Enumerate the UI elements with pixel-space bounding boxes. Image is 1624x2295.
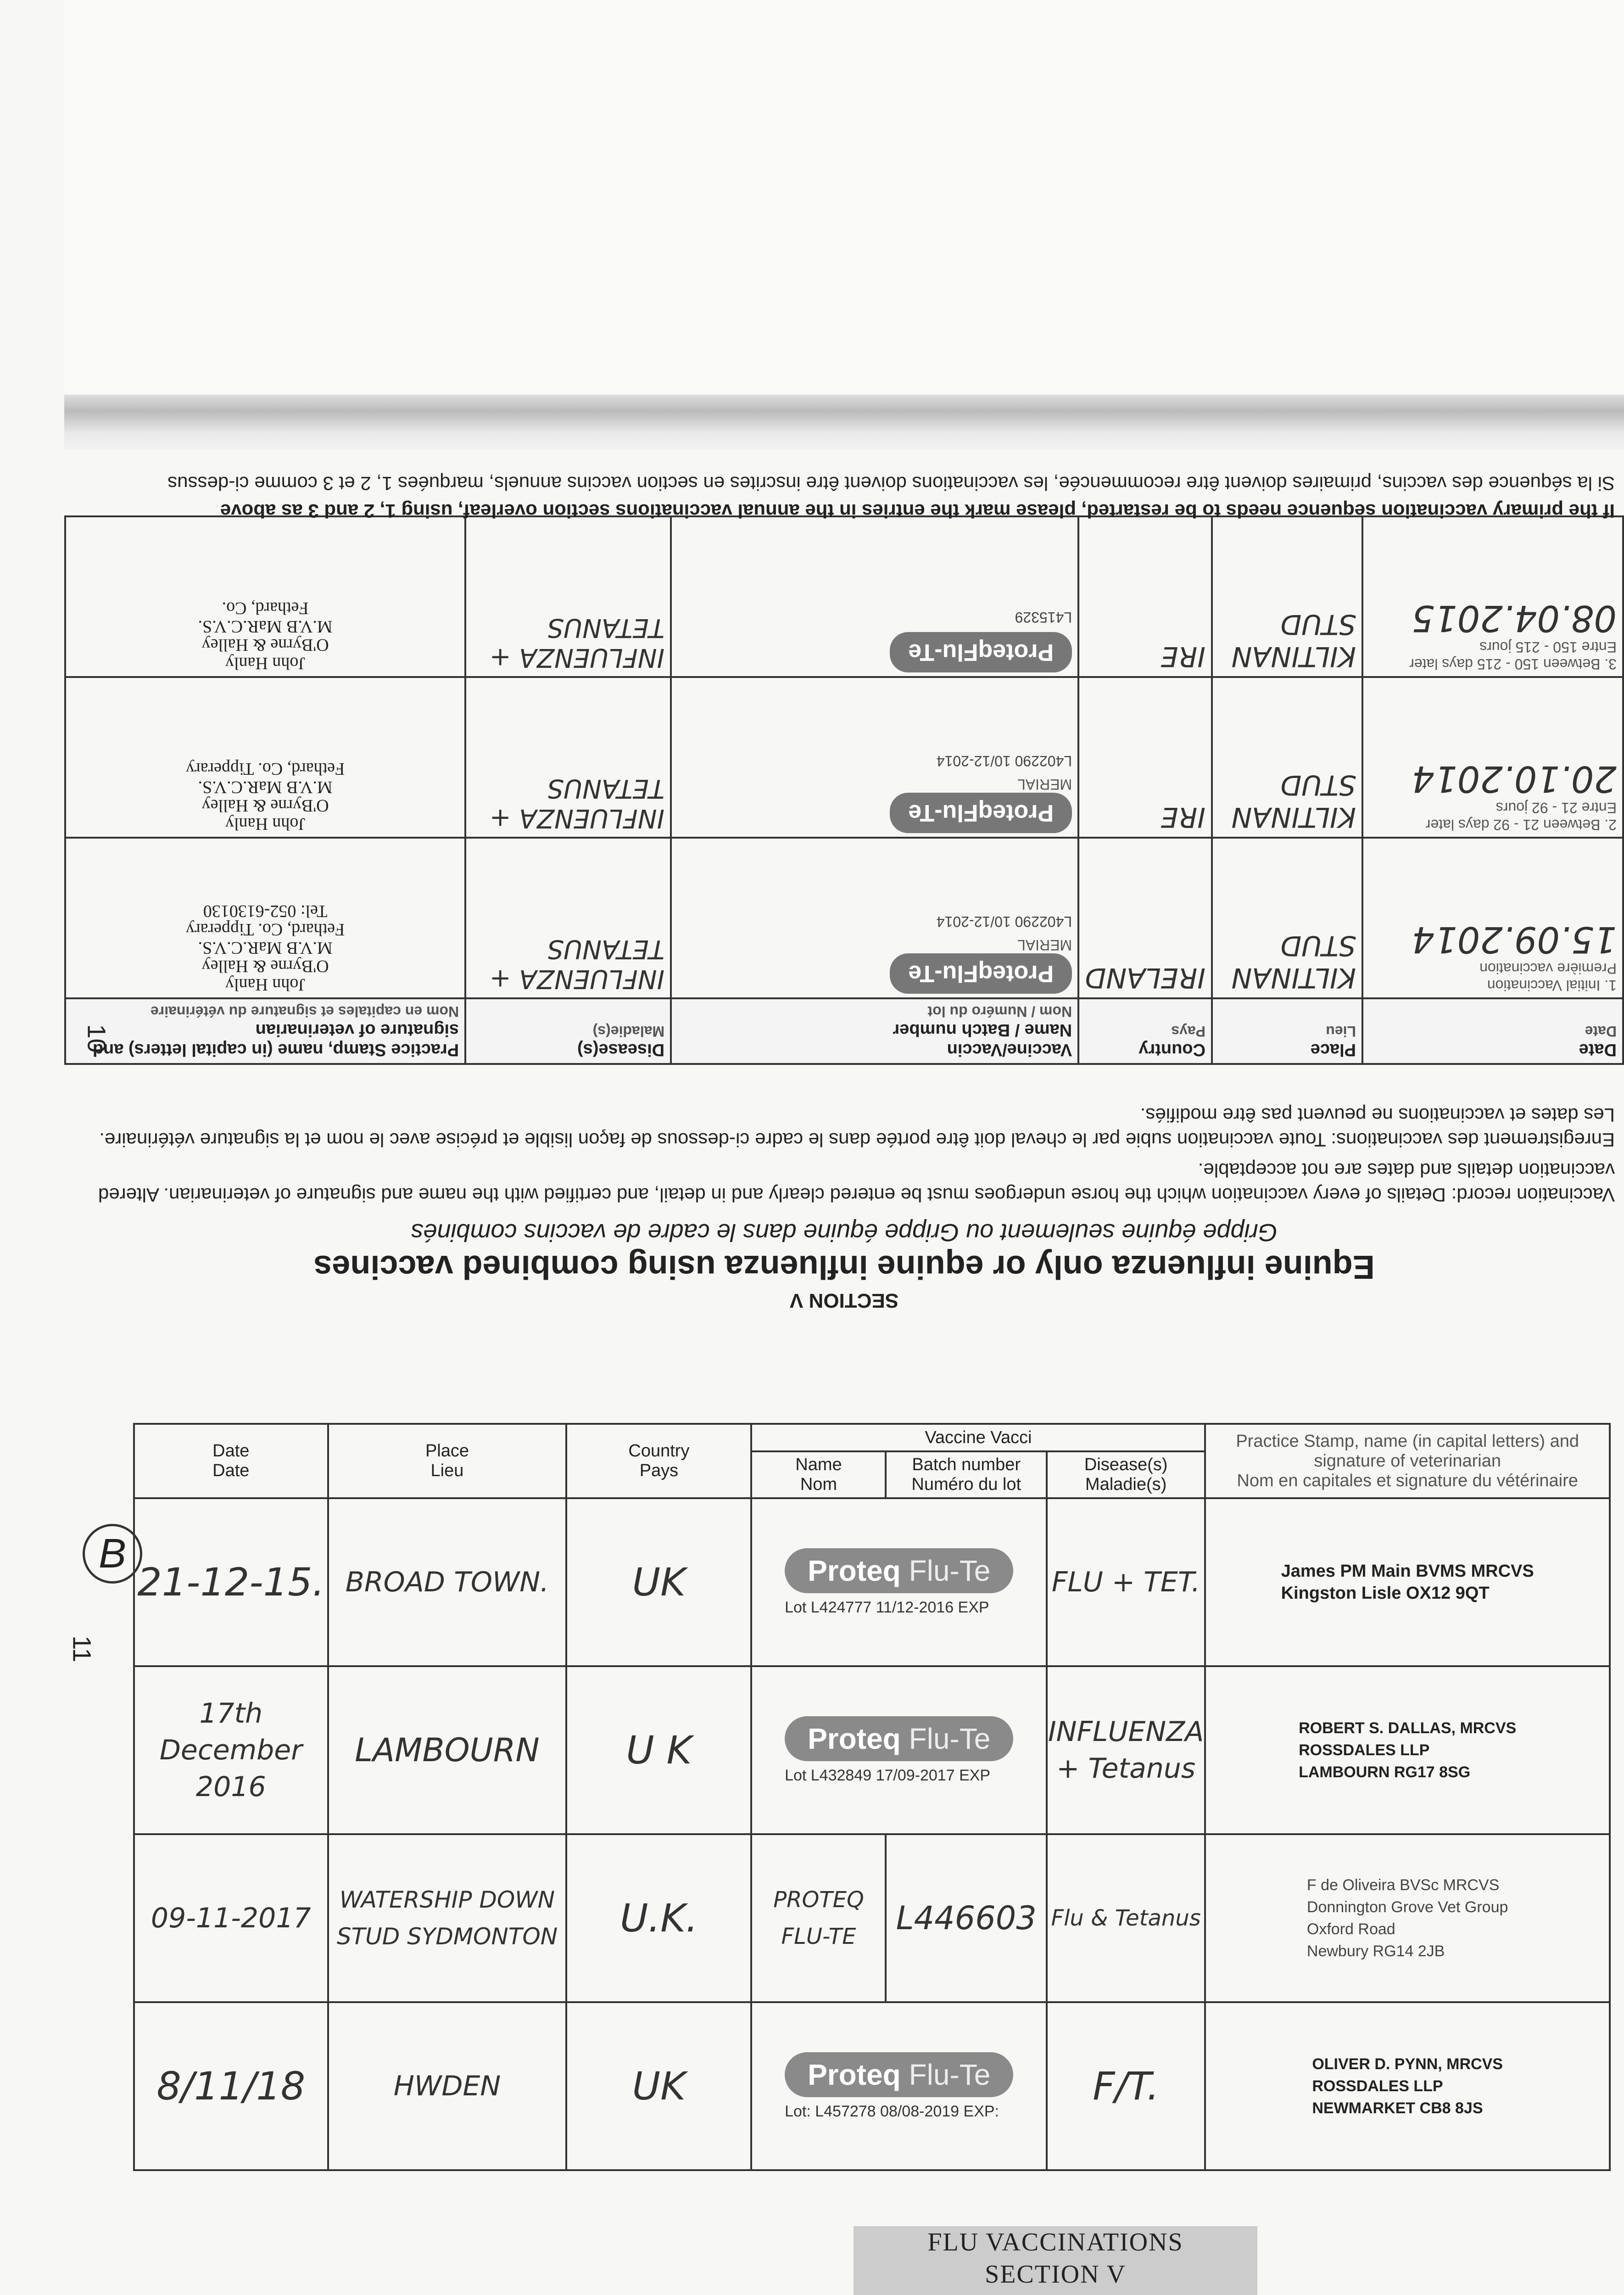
col-place: Place Lieu <box>1212 998 1362 1064</box>
date-cell: 21-12-15. <box>134 1498 328 1666</box>
name-cell: PROTEQ FLU-TE <box>751 1834 886 2002</box>
country-cell: U.K. <box>566 1834 751 2002</box>
table-row <box>134 1666 1610 1834</box>
table-row: 2. Between 21 - 92 days later Entre 21 - 92 jours 20.10.2014 KILTINAN STUD IRE ProteqFlu-Te MERIAL L402290 10/12-2014 INFLUENZA + TETANUS John Hanly O'Byrne & Halley M.V.B MaR.C.V.S. Fethard, Co. Tipperary <box>65 677 1623 838</box>
disease-cell: F/T. <box>1047 2002 1205 2170</box>
section-heading: SECTION V <box>789 1289 899 1312</box>
vet-stamp: OLIVER D. PYNN, MRCVS ROSSDALES LLP NEWMARKET CB8 8JS <box>1205 2002 1610 2170</box>
col-name: Name Nom <box>751 1451 886 1498</box>
col-batch: Batch number Numéro du lot <box>886 1451 1046 1498</box>
col-date: Date Date <box>1362 998 1623 1064</box>
page-number: 11 <box>67 1635 97 1662</box>
table-row <box>134 1498 1610 1666</box>
vaccine-label: Proteq Flu-Te Lot L432849 17/09-2017 EXP <box>751 1666 1046 1834</box>
vaccine-label: Proteq Flu-Te Lot: L457278 08/08-2019 EXP: <box>751 2002 1046 2170</box>
vaccine-label: ProteqFlu-Te <box>890 953 1072 994</box>
disease-cell: Flu & Tetanus <box>1047 1834 1205 2002</box>
vet-stamp: John Hanly O'Byrne & Halley M.V.B MaR.C.V.S. Fethard, Co. Tipperary <box>65 677 465 838</box>
section-footer <box>854 2226 1257 2295</box>
country-cell: UK <box>566 2002 751 2170</box>
vaccine-label: ProteqFlu-Te <box>890 632 1072 672</box>
disease-cell: INFLUENZA + Tetanus <box>1047 1666 1205 1834</box>
disease-cell: FLU + TET. <box>1047 1498 1205 1666</box>
date-cell: 17th December 2016 <box>134 1666 328 1834</box>
place-cell: HWDEN <box>328 2002 567 2170</box>
page-fold-shadow <box>64 395 1624 450</box>
vaccine-label: ProteqFlu-Te <box>890 793 1072 833</box>
col-disease: Disease(s) Maladie(s) <box>1047 1451 1205 1498</box>
col-stamp: Practice Stamp, name (in capital letters) and signature of veterinarian Nom en capitales et signature du vétérinaire <box>65 998 465 1064</box>
col-disease: Disease(s) Maladie(s) <box>465 998 671 1064</box>
col-vaccine-name: Vaccine/Vaccin Name / Batch number Nom / Numéro du lot <box>671 998 1078 1064</box>
place-cell: BROAD TOWN. <box>328 1498 567 1666</box>
date-cell: 8/11/18 <box>134 2002 328 2170</box>
vaccine-label: Proteq Flu-Te Lot L424777 11/12-2016 EXP <box>751 1498 1046 1666</box>
table-row <box>134 2002 1610 2170</box>
section-title-fr: Grippe équine seulement ou Grippe équine dans le cadre de vaccins combinés <box>411 1219 1278 1246</box>
record-instructions-fr: Enregistrement des vaccinations: Toute vaccination subie par le cheval doit être portée dans le cadre ci-dessous de façon lisible et précise avec le nom et la signature vétérinaire. Les dates et vaccinations ne peuvent pas être modifiés. <box>99 1104 1615 1151</box>
col-stamp: Practice Stamp, name (in capital letters) and signature of veterinarian Nom en capitales et signature du vétérinaire <box>1205 1424 1610 1498</box>
country-cell: U K <box>566 1666 751 1834</box>
vet-stamp: John Hanly O'Byrne & Halley M.V.B MaR.C.V.S. Fethard, Co. <box>65 516 465 677</box>
country-cell: UK <box>566 1498 751 1666</box>
place-cell: LAMBOURN <box>328 1666 567 1834</box>
footer-subtitle: SECTION V <box>985 2260 1126 2289</box>
col-country: Country Pays <box>566 1424 751 1498</box>
page-number: 10 <box>82 1024 112 1053</box>
table-row: 1. Initial Vaccination Première vaccination 15.09.2014 KILTINAN STUD IRELAND ProteqFlu-Te MERIAL L402290 10/12-2014 INFLUENZA + TETANUS John Hanly O'Byrne & Halley M.V.B MaR.C.V.S. Fethard, Co. Tipperary Tel: 052-6130130 <box>65 838 1623 998</box>
col-place: Place Lieu <box>328 1424 567 1498</box>
primary-vaccination-table <box>64 515 1624 1065</box>
upper-page-rotated <box>64 450 1624 1322</box>
restart-note: If the primary vaccination sequence needs to be restarted, please mark the entries in the annual vaccinations section overleaf, using 1, 2 and 3 as above <box>220 500 1615 522</box>
restart-note-fr: Si la séquence des vaccins, primaires doivent être recommencée, les vaccinations doivent être inscrites en section vaccins annuels, marquées 1, 2 et 3 comme ci-dessus <box>167 473 1615 494</box>
col-vaccine: Vaccine Vacci <box>751 1424 1205 1451</box>
batch-cell: L446603 <box>886 1834 1046 2002</box>
place-cell: WATERSHIP DOWN STUD SYDMONTON <box>328 1834 567 2002</box>
section-title: Equine influenza only or equine influenza using combined vaccines <box>313 1248 1375 1285</box>
table-row <box>134 1834 1610 2002</box>
record-instructions: Vaccination record: Details of every vaccination which the horse undergoes must be entered clearly and in detail, and certified with the name and signature of veterinarian. Altered vaccination details and dates are not acceptable. <box>98 1159 1615 1206</box>
vet-stamp: ROBERT S. DALLAS, MRCVS ROSSDALES LLP LAMBOURN RG17 8SG <box>1205 1666 1610 1834</box>
circled-letter: B <box>83 1524 142 1584</box>
vet-stamp: James PM Main BVMS MRCVS Kingston Lisle OX12 9QT <box>1205 1498 1610 1666</box>
annual-vaccination-table <box>133 1423 1611 2171</box>
vet-stamp: John Hanly O'Byrne & Halley M.V.B MaR.C.V.S. Fethard, Co. Tipperary Tel: 052-6130130 <box>65 838 465 998</box>
col-date: Date Date <box>134 1424 328 1498</box>
blank-page-area <box>64 0 1624 395</box>
date-cell: 09-11-2017 <box>134 1834 328 2002</box>
vet-stamp: F de Oliveira BVSc MRCVS Donnington Grove Vet Group Oxford Road Newbury RG14 2JB <box>1205 1834 1610 2002</box>
footer-title: FLU VACCINATIONS <box>927 2228 1183 2256</box>
col-country: Country Pays <box>1078 998 1212 1064</box>
table-row: 3. Between 150 - 215 days later Entre 150 - 215 jours 08.04.2015 KILTINAN STUD IRE ProteqFlu-Te L415329 INFLUENZA + TETANUS John Hanly O'Byrne & Halley M.V.B MaR.C.V.S. Fethard, Co. <box>65 516 1623 677</box>
